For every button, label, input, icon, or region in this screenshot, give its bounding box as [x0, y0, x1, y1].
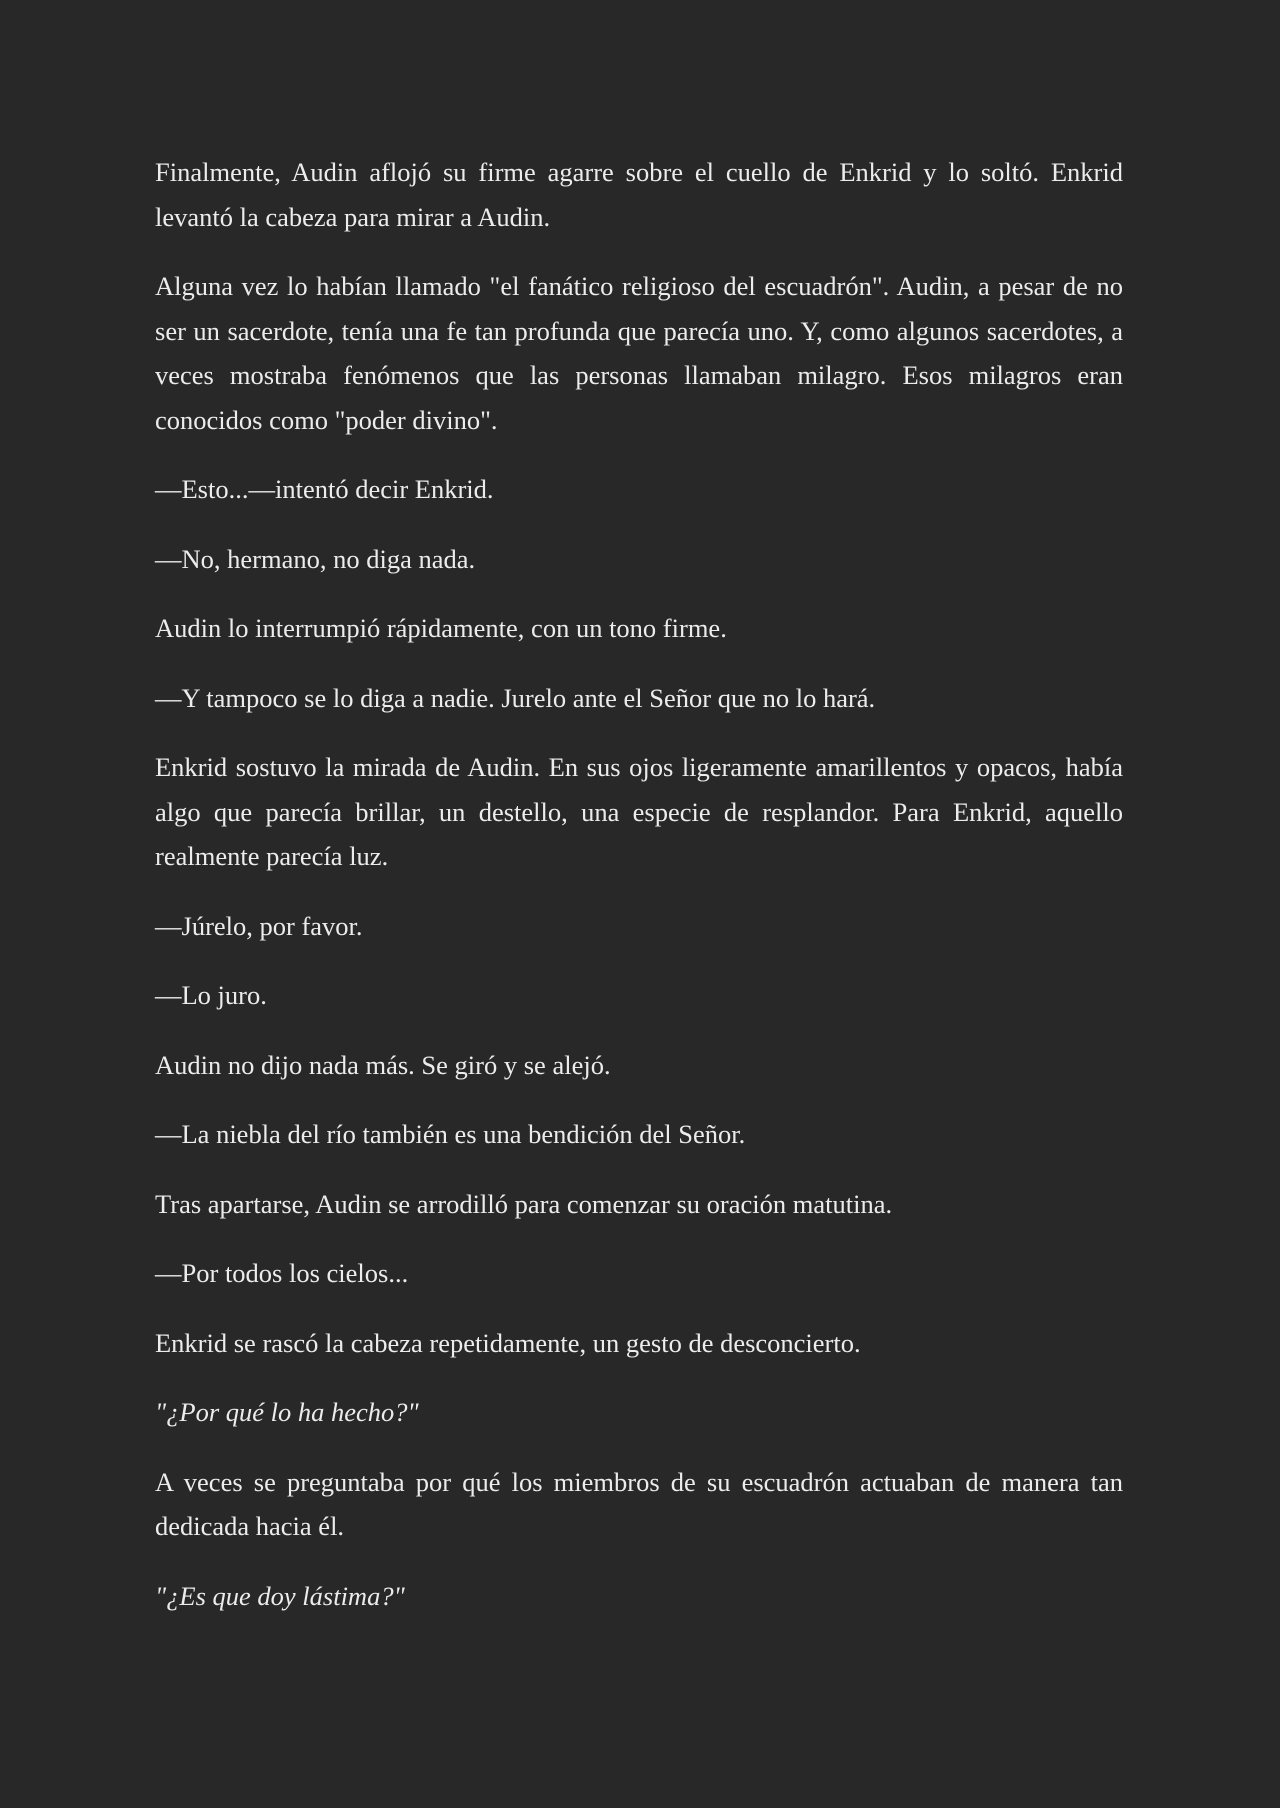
thought-line: "¿Es que doy lástima?"	[155, 1580, 405, 1611]
paragraph-wonder: A veces se preguntaba por qué los miembros de su escuadrón actuaban de manera tan dedicada hacia él.	[155, 1466, 1123, 1541]
dialogue-line: —Júrelo, por favor.	[155, 910, 363, 941]
narration-line: Audin no dijo nada más. Se giró y se alejó.	[155, 1049, 611, 1080]
paragraph-release: Finalmente, Audin aflojó su firme agarre sobre el cuello de Enkrid y lo soltó. Enkrid levantó la cabeza para mirar a Audin.	[155, 157, 1123, 232]
paragraph-fanatic: Alguna vez lo habían llamado "el fanático religioso del escuadrón". Audin, a pesar de no ser un sacerdote, tenía una fe tan profunda que parecía uno. Y, como algunos sacerdotes, a veces mostraba fenómenos que las personas llamaban milagro. Esos milagros eran conocidos como "poder divino".	[155, 271, 1123, 435]
dialogue-line: —La niebla del río también es una bendición del Señor.	[155, 1119, 746, 1149]
narration-line: Tras apartarse, Audin se arrodilló para comenzar su oración matutina.	[155, 1188, 893, 1219]
dialogue-line: —Y tampoco se lo diga a nadie. Jurelo ante el Señor que no lo hará.	[155, 682, 876, 713]
dialogue-line: —Esto...—intentó decir Enkrid.	[155, 474, 494, 504]
dialogue-line: —Por todos los cielos...	[155, 1258, 409, 1288]
dialogue-line: —No, hermano, no diga nada.	[155, 543, 476, 574]
thought-line: "¿Por qué lo ha hecho?"	[155, 1397, 419, 1427]
narration-line: Enkrid se rascó la cabeza repetidamente, un gesto de desconcierto.	[155, 1327, 861, 1358]
dialogue-line: —Lo juro.	[155, 980, 267, 1010]
chapter-text	[155, 150, 1123, 1643]
narration-line: Audin lo interrumpió rápidamente, con un tono firme.	[155, 613, 727, 643]
paragraph-gaze: Enkrid sostuvo la mirada de Audin. En sus ojos ligeramente amarillentos y opacos, había algo que parecía brillar, un destello, una especie de resplandor. Para Enkrid, aquello realmente parecía luz.	[155, 752, 1123, 871]
